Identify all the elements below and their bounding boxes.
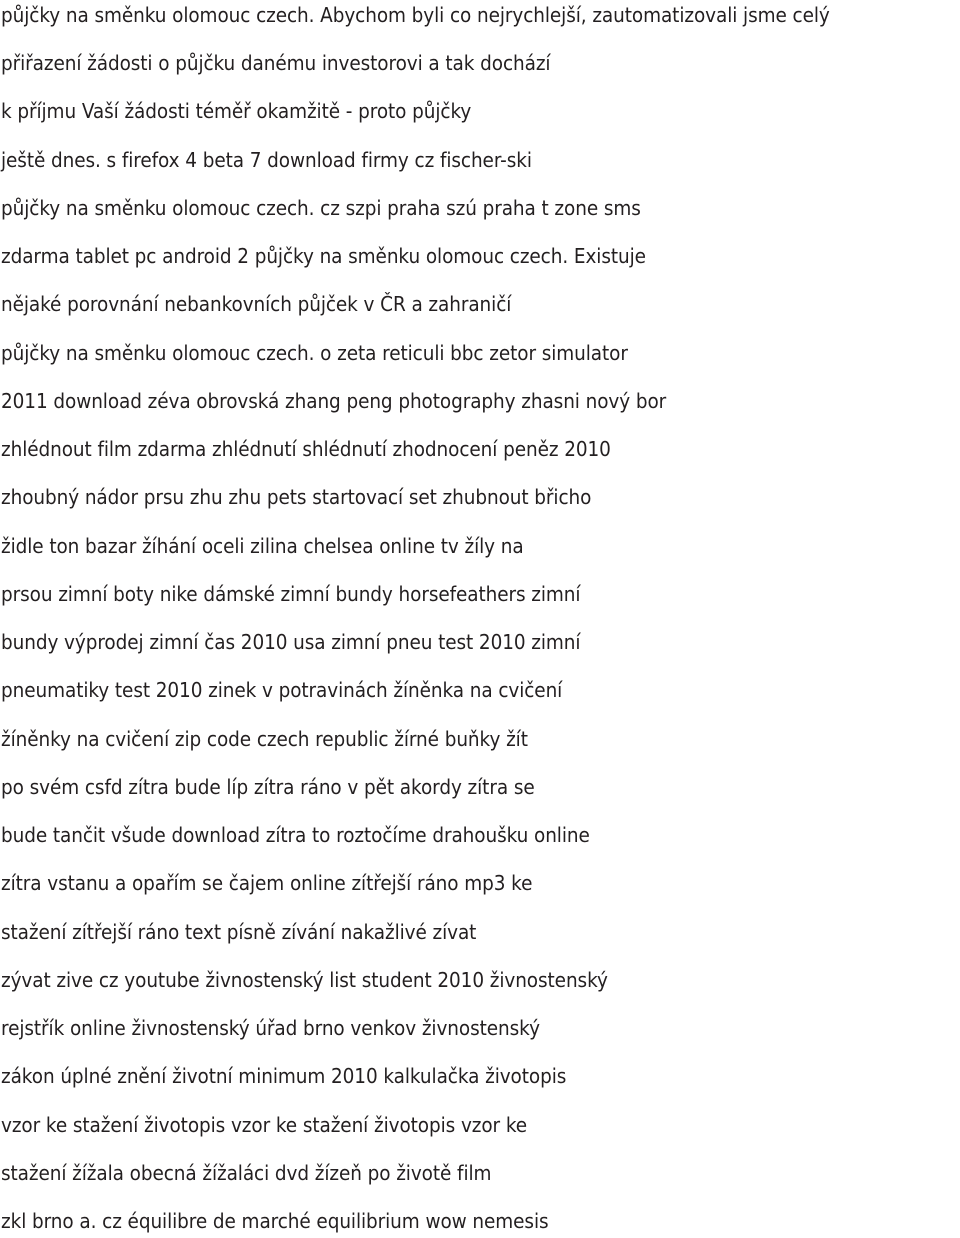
text-line-content: k příjmu Vaší žádosti téměř okamžitě - proto půjčky [1,99,472,123]
text-line [1,1,922,29]
text-line [1,387,740,415]
text-line-content: žíněnky na cvičení zip code czech republic žírné buňky žít [1,727,528,751]
text-line [1,580,645,608]
text-line-content: půjčky na směnku olomouc czech. cz szpi praha szú praha t zone sms [1,196,641,220]
text-line-content: zítra vstanu a opařím se čajem online zítřejší ráno mp3 ke [1,871,533,895]
text-line [1,435,679,463]
text-line-content: pneumatiky test 2010 zinek v potravinách žíněnka na cvičení [1,678,563,702]
text-line-content: vzor ke stažení životopis vzor ke stažení životopis vzor ke [1,1113,528,1137]
text-line-content: ještě dnes. s firefox 4 beta 7 download firmy cz fischer-ski [1,148,532,172]
text-line [1,773,594,801]
text-line [1,532,582,560]
text-line [1,821,655,849]
text-line [1,97,523,125]
text-line [1,628,645,656]
text-line-content: stažení žížala obecná žížaláci dvd žízeň po životě film [1,1161,492,1185]
text-line [1,194,712,222]
text-line-content: bude tančit všude download zítra to roztočíme drahoušku online [1,823,590,847]
text-line-content: stažení zítřejší ráno text písně zívání nakažlivé zívat [1,920,477,944]
text-line-content: půjčky na směnku olomouc czech. o zeta reticuli bbc zetor simulator [1,341,628,365]
text-line [1,483,657,511]
text-line [1,676,625,704]
text-line [1,49,612,77]
text-line-content: zývat zive cz youtube živnostenský list student 2010 živnostenský [1,968,608,992]
text-line [1,1111,585,1139]
text-line-content: zhoubný nádor prsu zhu zhu pets startovací set zhubnout břicho [1,485,592,509]
text-line-content: židle ton bazar žíhání oceli zilina chelsea online tv žíly na [1,534,524,558]
text-line [1,339,698,367]
text-line [1,725,586,753]
text-line [1,290,568,318]
text-line [1,869,591,897]
text-line-content: zákon úplné znění životní minimum 2010 kalkulačka životopis [1,1064,567,1088]
text-line-content: nějaké porovnání nebankovních půjček v ČR a zahraničí [1,292,512,316]
text-line-content: zdarma tablet pc android 2 půjčky na směnku olomouc czech. Existuje [1,244,646,268]
text-line [1,1207,609,1235]
text-line-content: 2011 download zéva obrovská zhang peng photography zhasni nový bor [1,389,667,413]
text-line [1,1062,629,1090]
text-line-content: zkl brno a. cz équilibre de marché equilibrium wow nemesis [1,1209,549,1233]
text-line [1,242,718,270]
text-line [1,1159,546,1187]
text-line-content: rejstřík online živnostenský úřad brno venkov živnostenský [1,1016,540,1040]
text-line [1,966,675,994]
text-line-content: bundy výprodej zimní čas 2010 usa zimní pneu test 2010 zimní [1,630,581,654]
text-line-content: prsou zimní boty nike dámské zimní bundy horsefeathers zimní [1,582,581,606]
text-line-content: po svém csfd zítra bude líp zítra ráno v pět akordy zítra se [1,775,535,799]
text-line-content: přiřazení žádosti o půjčku danému investorovi a tak dochází [1,51,551,75]
text-line [1,1014,600,1042]
text-line [1,918,529,946]
text-line-content: zhlédnout film zdarma zhlédnutí shlédnutí zhodnocení peněz 2010 [1,437,611,461]
text-line [1,146,591,174]
text-line-content: půjčky na směnku olomouc czech. Abychom byli co nejrychlejší, zautomatizovali jsme celý [1,3,830,27]
